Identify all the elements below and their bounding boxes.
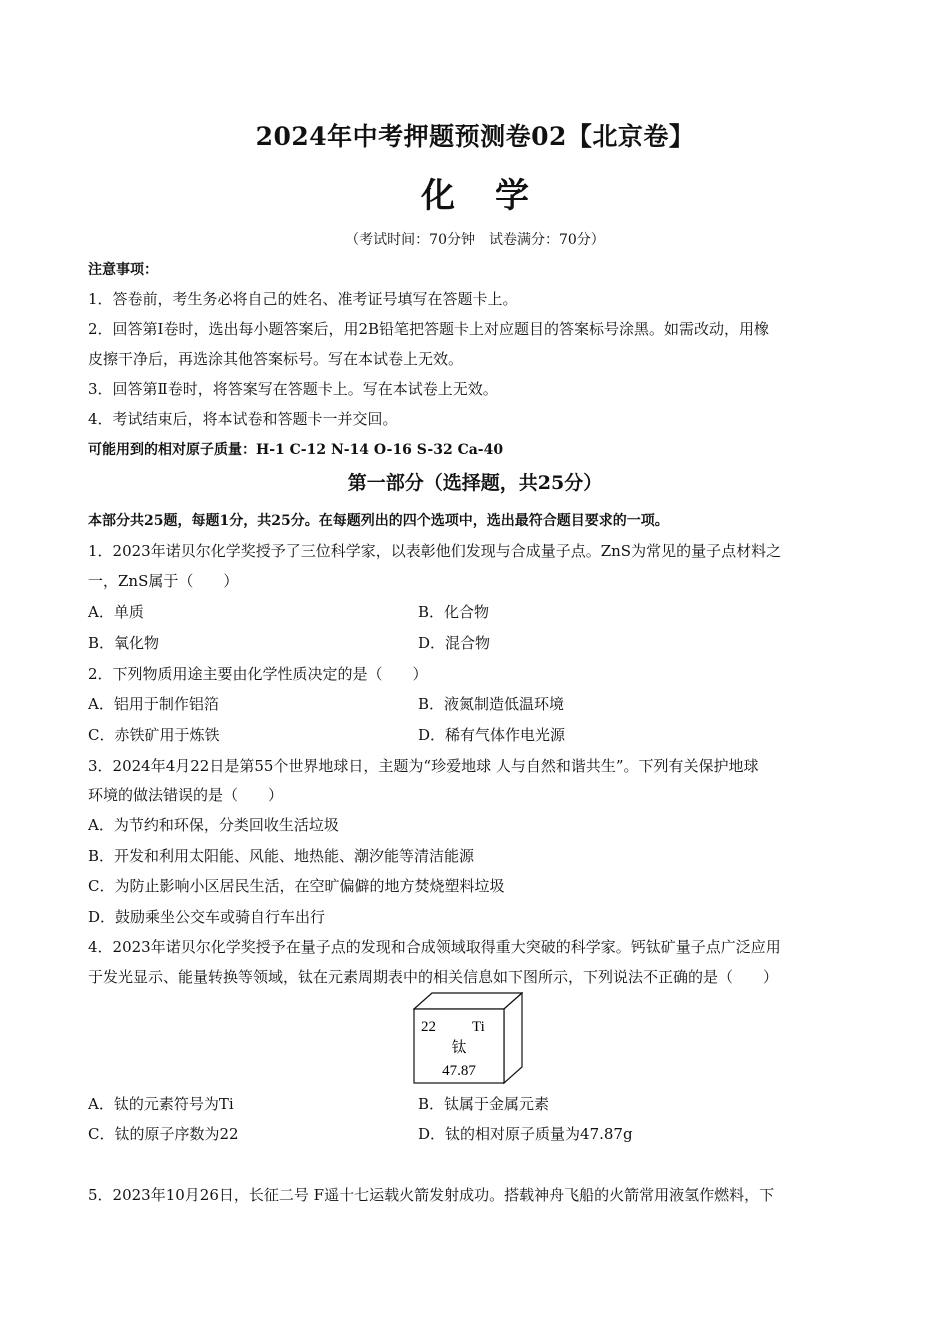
note-item: 3．回答第Ⅱ卷时，将答案写在答题卡上。写在本试卷上无效。 <box>88 380 498 398</box>
q2-option-d[interactable]: D．稀有气体作电光源 <box>418 726 566 744</box>
q3-stem: 3．2024年4月22日是第55个世界地球日，主题为“珍爱地球 人与自然和谐共生”。下列有关保护地球 <box>88 757 759 775</box>
titanium-element-cell-figure <box>413 991 523 1087</box>
note-item: 1．答卷前，考生务必将自己的姓名、准考证号填写在答题卡上。 <box>88 290 518 308</box>
q4-option-d[interactable]: D．钛的相对原子质量为47.87g <box>418 1125 633 1143</box>
q4-option-c[interactable]: C．钛的原子序数为22 <box>88 1125 239 1143</box>
q3-stem: 环境的做法错误的是（ ） <box>88 786 284 804</box>
q2-option-a[interactable]: A．铝用于制作铝箔 <box>88 695 219 713</box>
q4-option-b[interactable]: B．钛属于金属元素 <box>418 1095 550 1113</box>
note-item: 皮擦干净后，再选涂其他答案标号。写在本试卷上无效。 <box>88 350 464 368</box>
q4-stem: 4．2023年诺贝尔化学奖授予在量子点的发现和合成领域取得重大突破的科学家。钙钛矿量子点广泛应用 <box>88 938 781 956</box>
q2-stem: 2．下列物质用途主要由化学性质决定的是（ ） <box>88 665 428 683</box>
q3-option-b[interactable]: B．开发和利用太阳能、风能、地热能、潮汐能等清洁能源 <box>88 847 475 865</box>
notes-heading: 注意事项： <box>88 262 158 278</box>
element-atomic-number: 22 <box>421 1019 436 1035</box>
q1-stem: 1．2023年诺贝尔化学奖授予了三位科学家，以表彰他们发现与合成量子点。ZnS为常见的量子点材料之 <box>88 542 782 560</box>
q1-option-a[interactable]: A．单质 <box>88 603 144 621</box>
element-name: 钛 <box>451 1040 467 1056</box>
exam-title: 2024年中考押题预测卷02【北京卷】 <box>255 122 695 151</box>
q5-stem: 5．2023年10月26日，长征二号 F遥十七运载火箭发射成功。搭载神舟飞船的火箭常用液氢作燃料，下 <box>88 1186 775 1204</box>
exam-time-info: （考试时间：70分钟 试卷满分：70分） <box>345 232 605 248</box>
q2-option-c[interactable]: C．赤铁矿用于炼铁 <box>88 726 220 744</box>
q4-stem: 于发光显示、能量转换等领域，钛在元素周期表中的相关信息如下图所示，下列说法不正确的是（ ） <box>88 968 779 986</box>
q1-option-b[interactable]: B．化合物 <box>418 603 490 621</box>
q1-option-d[interactable]: D．混合物 <box>418 634 491 652</box>
note-item: 4．考试结束后，将本试卷和答题卡一并交回。 <box>88 410 398 428</box>
q1-option-c[interactable]: B．氧化物 <box>88 634 160 652</box>
subject-title: 化学 <box>421 176 569 216</box>
q4-option-a[interactable]: A．钛的元素符号为Ti <box>88 1095 234 1113</box>
cube-side-face <box>504 993 522 1083</box>
q2-option-b[interactable]: B．液氮制造低温环境 <box>418 695 565 713</box>
part1-title: 第一部分（选择题，共25分） <box>347 472 603 494</box>
note-item: 2．回答第Ⅰ卷时，选出每小题答案后，用2B铅笔把答题卡上对应题目的答案标号涂黑。如需改动，用橡 <box>88 320 770 338</box>
atomic-masses: 可能用到的相对原子质量：H-1 C-12 N-14 O-16 S-32 Ca-40 <box>88 442 504 458</box>
part1-instructions: 本部分共25题，每题1分，共25分。在每题列出的四个选项中，选出最符合题目要求的一项。 <box>88 513 669 529</box>
q3-option-c[interactable]: C．为防止影响小区居民生活，在空旷偏僻的地方焚烧塑料垃圾 <box>88 877 505 895</box>
element-atomic-mass: 47.87 <box>442 1063 476 1079</box>
element-symbol: Ti <box>472 1019 485 1035</box>
q1-stem: 一，ZnS属于（ ） <box>88 572 239 590</box>
q3-option-a[interactable]: A．为节约和环保，分类回收生活垃圾 <box>88 816 339 834</box>
q3-option-d[interactable]: D．鼓励乘坐公交车或骑自行车出行 <box>88 908 326 926</box>
